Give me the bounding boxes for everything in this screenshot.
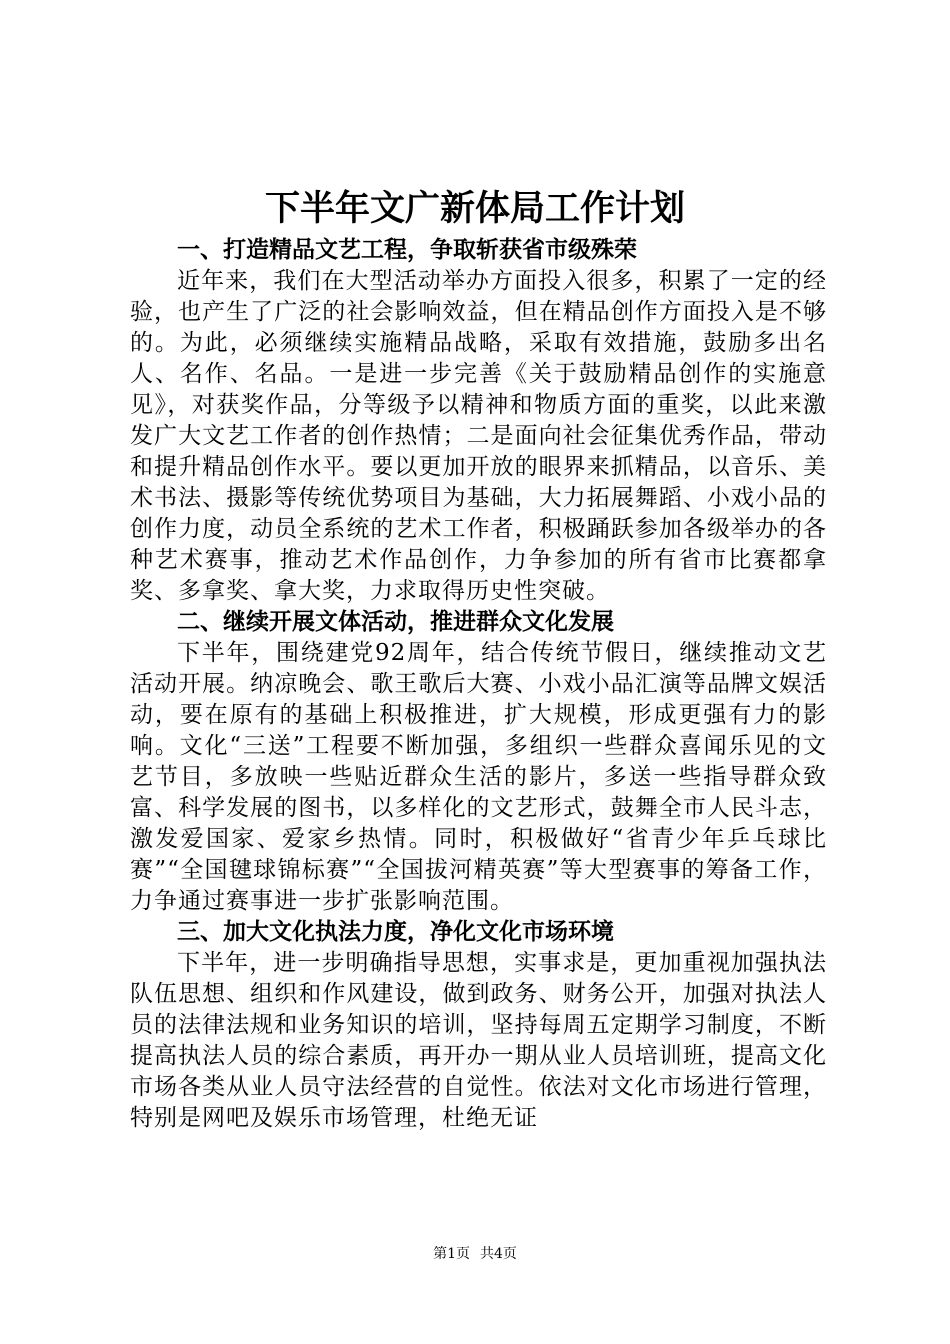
section-2: [130, 607, 827, 917]
page-footer: [0, 1244, 950, 1264]
section-1: [130, 235, 827, 607]
page-number: 第1页: [433, 1246, 470, 1262]
section-heading: 三、加大文化执法力度，净化文化市场环境: [177, 919, 614, 945]
section-heading: 二、继续开展文体活动，推进群众文化发展: [177, 609, 614, 635]
document-body: [130, 235, 827, 1134]
section-3: [130, 917, 827, 1134]
page-total: 共4页: [480, 1246, 517, 1262]
section-paragraph: 下半年，进一步明确指导思想，实事求是，更加重视加强执法队伍思想、组织和作风建设，做到政务、财务公开，加强对执法人员的法律法规和业务知识的培训，坚持每周五定期学习制度，不断提高执法人员的综合素质，再开办一期从业人员培训班，提高文化市场各类从业人员守法经营的自觉性。依法对文化市场进行管理，特别是网吧及娱乐市场管理，杜绝无证: [130, 950, 827, 1131]
section-heading: 一、打造精品文艺工程，争取斩获省市级殊荣: [177, 237, 637, 263]
document-title: 下半年文广新体局工作计划: [264, 189, 685, 229]
section-paragraph: 下半年，围绕建党92周年，结合传统节假日，继续推动文艺活动开展。纳凉晚会、歌王歌后大赛、小戏小品汇演等品牌文娱活动，要在原有的基础上积极推进，扩大规模，形成更强有力的影响。文化“三送”工程要不断加强，多组织一些群众喜闻乐见的文艺节目，多放映一些贴近群众生活的影片，多送一些指导群众致富、科学发展的图书，以多样化的文艺形式，鼓舞全市人民斗志，激发爱国家、爱家乡热情。同时，积极做好“省青少年乒乓球比赛”“全国毽球锦标赛”“全国拔河精英赛”等大型赛事的筹备工作，力争通过赛事进一步扩张影响范围。: [130, 640, 827, 914]
section-paragraph: 近年来，我们在大型活动举办方面投入很多，积累了一定的经验，也产生了广泛的社会影响效益，但在精品创作方面投入是不够的。为此，必须继续实施精品战略，采取有效措施，鼓励多出名人、名作、名品。一是进一步完善《关于鼓励精品创作的实施意见》，对获奖作品，分等级予以精神和物质方面的重奖，以此来激发广大文艺工作者的创作热情；二是面向社会征集优秀作品，带动和提升精品创作水平。要以更加开放的眼界来抓精品，以音乐、美术书法、摄影等传统优势项目为基础，大力拓展舞蹈、小戏小品的创作力度，动员全系统的艺术工作者，积极踊跃参加各级举办的各种艺术赛事，推动艺术作品创作，力争参加的所有省市比赛都拿奖、多拿奖、拿大奖，力求取得历史性突破。: [130, 268, 827, 604]
